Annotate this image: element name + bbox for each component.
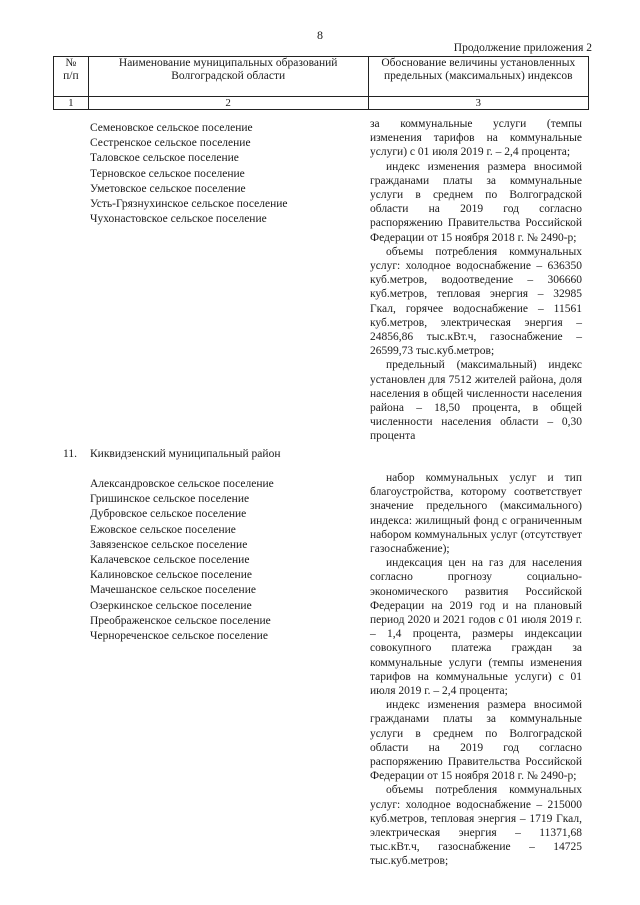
justification-paragraph: индексация цен на газ для населения согласно прогнозу социально-экономического развития Российской Федерации на 2019 год и на плановый период 2020 и 2021 годов с 01 июля 2019 г. – 1,4 процента, размеры индексации совокупного платежа граждан за коммунальные услуги (темпы изменения тарифов на коммунальные услуги) с 01 июля 2019 г. – 2,4 процента; bbox=[370, 557, 582, 698]
column-number-row bbox=[54, 97, 589, 110]
list-item: Калиновское сельское поселение bbox=[90, 569, 252, 582]
list-item: Преображенское сельское поселение bbox=[90, 614, 271, 627]
list-item: Озеркинское сельское поселение bbox=[90, 599, 252, 612]
justification-paragraph: индекс изменения размера вносимой гражданами платы за коммунальные услуги в среднем по Волгоградской области на 2019 год согласно распоряжению Правительства Российской Федерации от 15 ноября 2018 г. № 2490-р; bbox=[370, 699, 582, 783]
column-number-2: 2 bbox=[88, 97, 368, 110]
list-item: Мачешанское сельское поселение bbox=[90, 584, 256, 597]
settlement-list-a bbox=[90, 121, 288, 227]
page-number: 8 bbox=[317, 28, 323, 42]
header-table bbox=[53, 56, 589, 110]
list-item: Калачевское сельское поселение bbox=[90, 554, 250, 567]
column-number-1: 1 bbox=[54, 97, 89, 110]
settlement-list-b bbox=[90, 477, 274, 644]
header-number-cell: № п/п bbox=[54, 57, 89, 97]
column-number-3: 3 bbox=[368, 97, 588, 110]
continuation-label: Продолжение приложения 2 bbox=[453, 42, 592, 54]
list-item: Чернореченское сельское поселение bbox=[90, 630, 268, 643]
list-item: Дубровское сельское поселение bbox=[90, 508, 247, 521]
justification-paragraph: объемы потребления коммунальных услуг: холодное водоснабжение – 636350 куб.метров, водоотведение – 306660 куб.метров, тепловая энергия – 32985 Гкал, горячее водоснабжение – 11561 куб.метров, электрическая энергия – 24856,86 тыс.кВт.ч, газоснабжение – 26599,73 тыс.куб.метров; bbox=[370, 245, 582, 358]
list-item: Таловское сельское поселение bbox=[90, 152, 239, 165]
district-number: 11. bbox=[63, 448, 77, 460]
justification-b bbox=[370, 471, 582, 869]
list-item: Сестренское сельское поселение bbox=[90, 137, 251, 150]
list-item: Усть-Грязнухинское сельское поселение bbox=[90, 198, 288, 211]
list-item: Семеновское сельское поселение bbox=[90, 122, 253, 134]
justification-paragraph: за коммунальные услуги (темпы изменения тарифов на коммунальные услуги) с 01 июля 2019 г. – 2,4 процента; bbox=[370, 118, 582, 159]
justification-a bbox=[370, 117, 582, 444]
list-item: Гришинское сельское поселение bbox=[90, 493, 250, 506]
justification-paragraph: набор коммунальных услуг и тип благоустройства, которому соответствует значение предельного (максимального) индекса: жилищный фонд с ограниченным набором коммунальных услуг (отсутствует газоснабжение); bbox=[370, 472, 582, 556]
justification-paragraph: предельный (максимальный) индекс установлен для 7512 жителей района, доля населения в общей численности населения района – 18,50 процента, в общей численности населения области – 0,30 процента bbox=[370, 359, 582, 443]
header-name-cell: Наименование муниципальных образований Волгоградской области bbox=[88, 57, 368, 97]
header-row bbox=[54, 57, 589, 97]
list-item: Уметовское сельское поселение bbox=[90, 182, 246, 195]
list-item: Завязенское сельское поселение bbox=[90, 538, 248, 551]
list-item: Ежовское сельское поселение bbox=[90, 523, 236, 536]
list-item: Чухонастовское сельское поселение bbox=[90, 213, 267, 226]
justification-paragraph: индекс изменения размера вносимой гражданами платы за коммунальные услуги в среднем по Волгоградской области на 2019 год согласно распоряжению Правительства Российской Федерации от 15 ноября 2018 г. № 2490-р; bbox=[370, 160, 582, 244]
justification-paragraph: объемы потребления коммунальных услуг: холодное водоснабжение – 215000 куб.метров, тепловая энергия – 1719 Гкал, электрическая энергия – 11371,68 тыс.кВт.ч, газоснабжение – 14725 тыс.куб.метров; bbox=[370, 784, 582, 868]
list-item: Терновское сельское поселение bbox=[90, 167, 245, 180]
district-title: Киквидзенский муниципальный район bbox=[90, 448, 281, 460]
header-justification-cell: Обоснование величины установленных предельных (максимальных) индексов bbox=[368, 57, 588, 97]
list-item: Александровское сельское поселение bbox=[90, 478, 274, 490]
